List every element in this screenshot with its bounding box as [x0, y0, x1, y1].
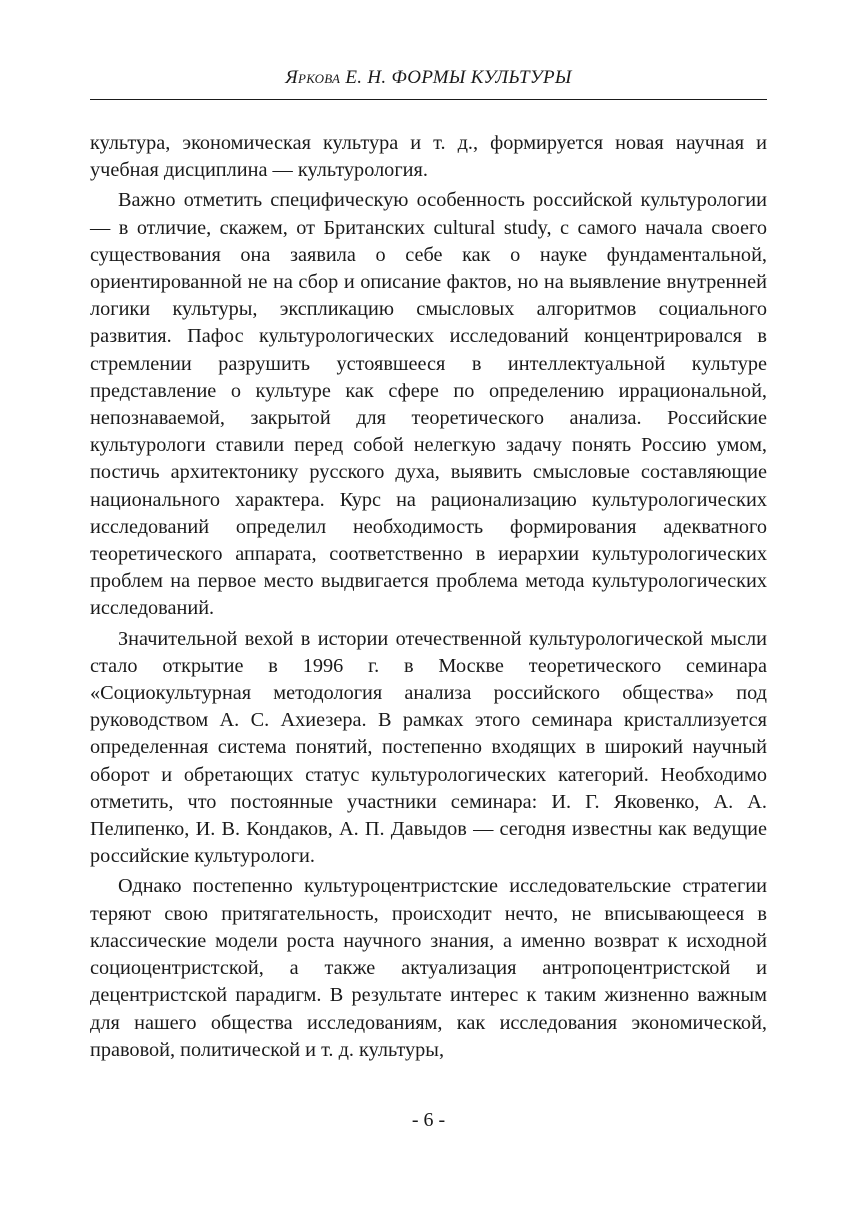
header-book-title: ФОРМЫ КУЛЬТУРЫ	[391, 67, 572, 88]
header-rule	[90, 99, 767, 100]
paragraph-1: культура, экономическая культура и т. д., формируется новая научная и учебная дисциплина — культурология.	[90, 132, 767, 182]
paragraph-2: Важно отметить специфическую особенность российской культурологии — в отличие, скажем, от Британских cultural study, с самого начала своего существования она заявила о себе как о науке фундаментальной, ориентированной не на сбор и описание фактов, но на выявление внутренней логики культуры, экспликацию смысловых алгоритмов социального развития. Пафос культурологических исследований концентрировался в стремлении разрушить устоявшееся в интеллектуальной культуре представление о культуре как сфере по определению иррациональной, непознаваемой, закрытой для теоретического анализа. Российские культурологи ставили перед собой нелегкую задачу понять Россию умом, постичь архитектонику русского духа, выявить смысловые составляющие национального характера. Курс на рационализацию культурологических исследований определил необходимость формирования адекватного теоретического аппарата, соответственно в иерархии культурологических проблем на первое место выдвигается проблема метода культурологических исследований.	[90, 189, 767, 620]
header-initials: Е. Н.	[345, 67, 387, 88]
running-header	[90, 67, 767, 89]
paragraph-3: Значительной вехой в истории отечественной культурологической мысли стало открытие в 1996 г. в Москве теоретического семинара «Социокультурная методология анализа российского общества» под руководством А. С. Ахиезера. В рамках этого семинара кристаллизуется определенная система понятий, постепенно входящих в широкий научный оборот и обретающих статус культурологических категорий. Необходимо отметить, что постоянные участники семинара: И. Г. Яковенко, А. А. Пелипенко, И. В. Кондаков, А. П. Давыдов — сегодня известны как ведущие российские культурологи.	[90, 627, 767, 868]
body-text	[90, 130, 767, 1064]
paragraph-4: Однако постепенно культуроцентристские исследовательские стратегии теряют свою притягательность, происходит нечто, не вписывающееся в классические модели роста научного знания, а именно возврат к исходной социоцентристской, а также актуализация антропоцентристской и децентристской парадигм. В результате интерес к таким жизненно важным для нашего общества исследованиям, как исследования экономической, правовой, политической и т. д. культуры,	[90, 875, 767, 1061]
page-number: - 6 -	[411, 1109, 446, 1131]
header-author: Яркова	[285, 67, 341, 88]
